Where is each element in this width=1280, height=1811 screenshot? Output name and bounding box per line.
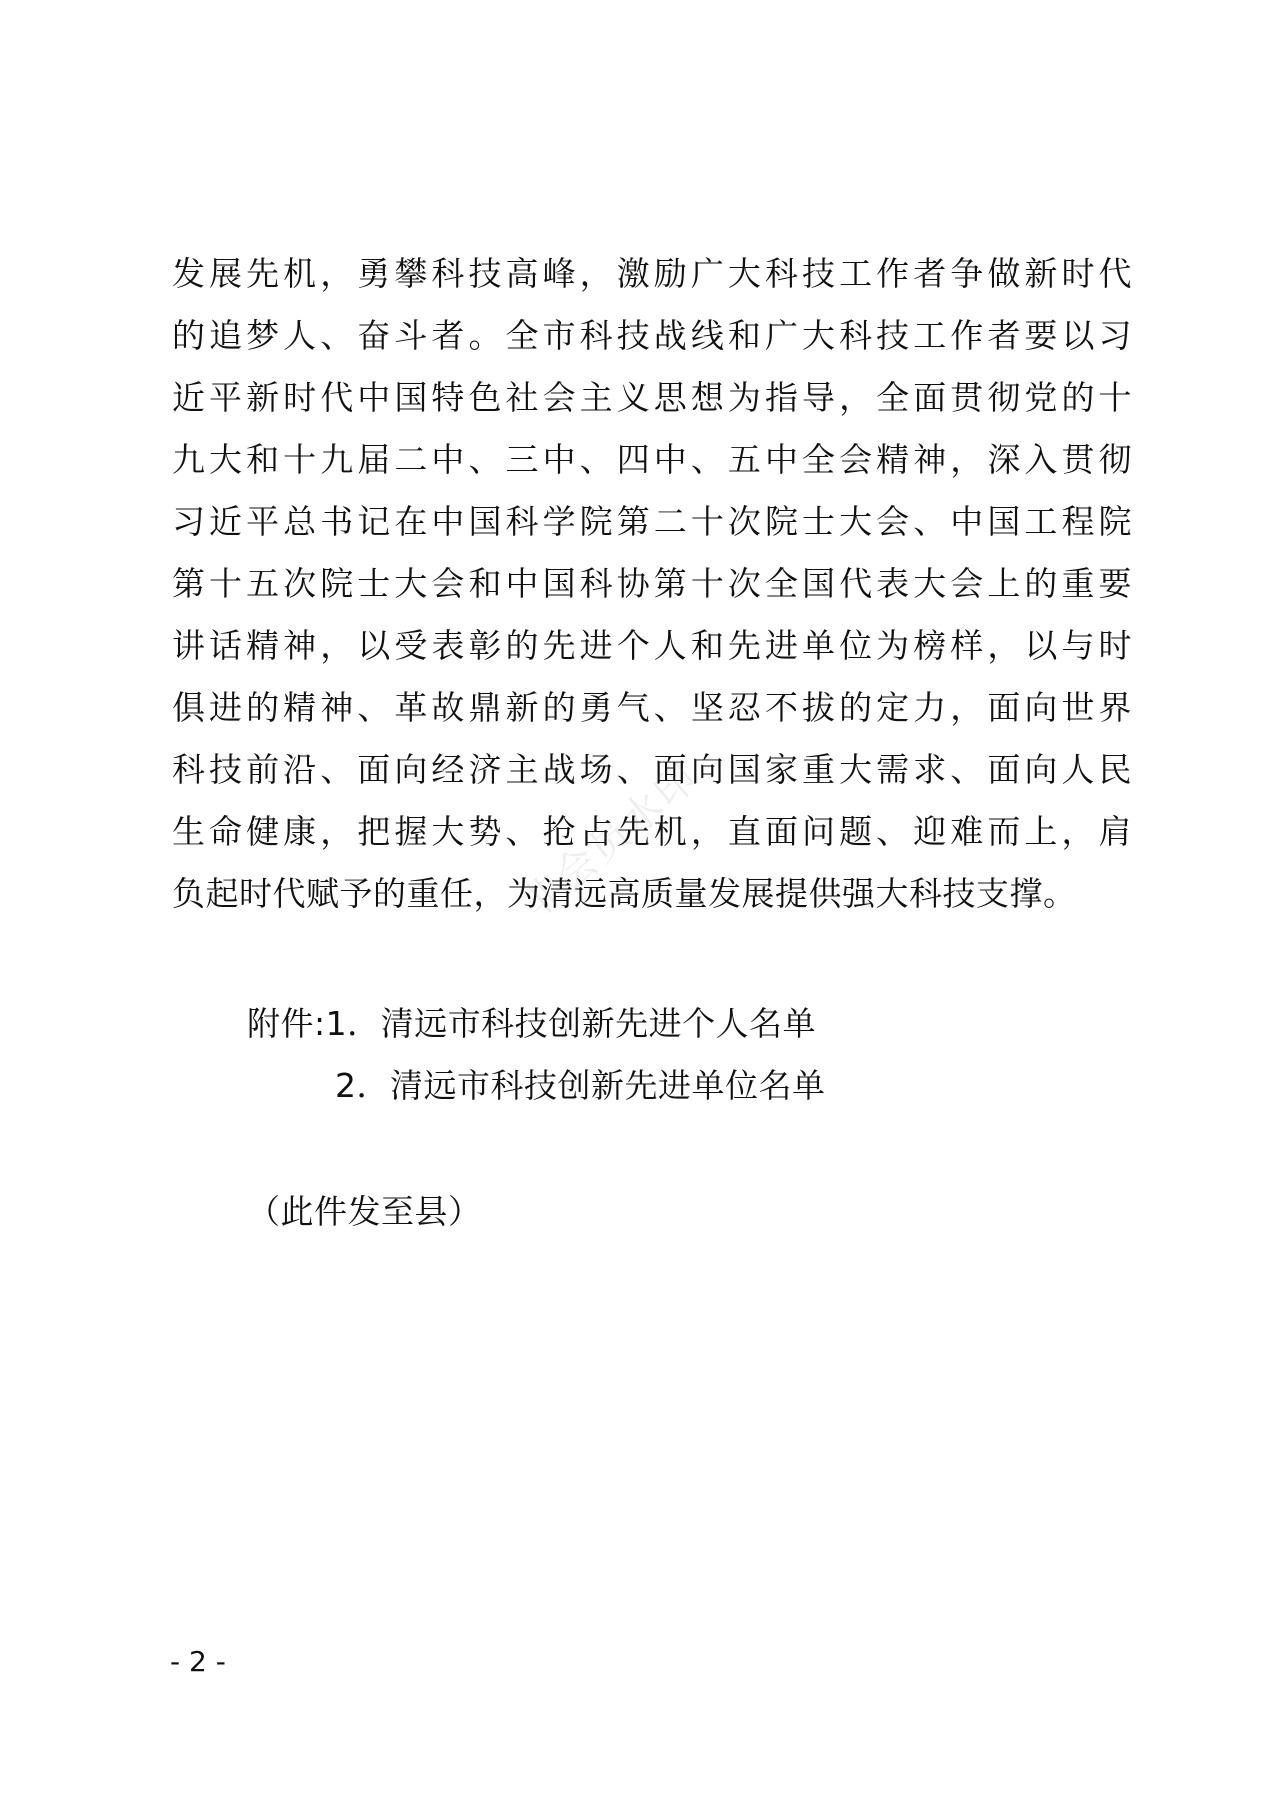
attachment-list: [247, 993, 826, 1117]
body-line: 俱进的精神、革故鼎新的勇气、坚忍不拔的定力，面向世界: [172, 688, 1132, 727]
body-line: 第十五次院士大会和中国科协第十次全国代表大会上的重要: [172, 564, 1132, 603]
body-line: 科技前沿、面向经济主战场、面向国家重大需求、面向人民: [172, 750, 1132, 789]
body-line: 发展先机，勇攀科技高峰，激励广大科技工作者争做新时代: [172, 254, 1132, 293]
attachment-item-2: 2．清远市科技创新先进单位名单: [335, 1066, 826, 1105]
page-number: - 2 -: [170, 1645, 226, 1678]
body-line: 的追梦人、奋斗者。全市科技战线和广大科技工作者要以习: [172, 316, 1132, 355]
body-text: [172, 243, 1132, 925]
body-line: 讲话精神，以受表彰的先进个人和先进单位为榜样，以与时: [172, 626, 1132, 665]
body-line: 习近平总书记在中国科学院第二十次院士大会、中国工程院: [172, 502, 1132, 541]
watermark: 非会员水印: [513, 753, 709, 928]
body-line: 近平新时代中国特色社会主义思想为指导，全面贯彻党的十: [172, 378, 1132, 417]
body-line: 九大和十九届二中、三中、四中、五中全会精神，深入贯彻: [172, 440, 1132, 479]
body-line: 生命健康，把握大势、抢占先机，直面问题、迎难而上，肩: [172, 812, 1132, 851]
attachment-item-1: 附件:1．清远市科技创新先进个人名单: [247, 1004, 817, 1043]
distribution-note: （此件发至县）: [247, 1192, 482, 1231]
body-line: 负起时代赋予的重任，为清远高质量发展提供强大科技支撑。: [172, 874, 1077, 913]
